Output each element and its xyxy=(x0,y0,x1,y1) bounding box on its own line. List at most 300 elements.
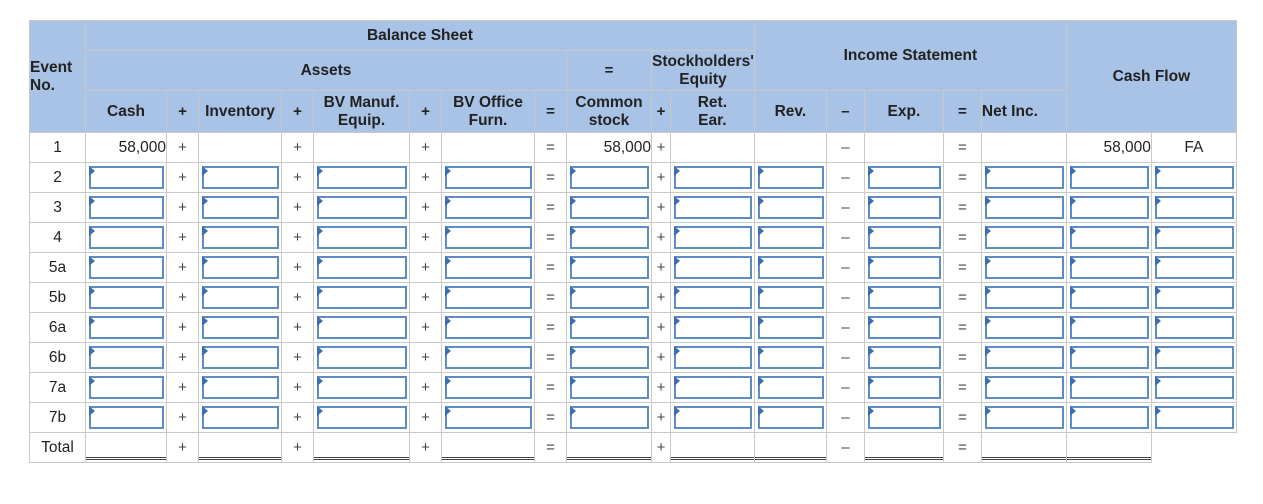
bv-manuf-cell xyxy=(314,403,410,433)
plus-operator: + xyxy=(652,163,671,193)
bv-office-cell xyxy=(442,163,535,193)
plus-operator: + xyxy=(282,433,314,463)
equals-operator: = xyxy=(943,313,981,343)
net-input[interactable] xyxy=(985,256,1064,279)
cf-type-input[interactable] xyxy=(1155,196,1234,219)
common-input[interactable] xyxy=(570,376,649,399)
plus-operator: + xyxy=(167,163,199,193)
common-input[interactable] xyxy=(570,256,649,279)
exp-cell xyxy=(864,163,943,193)
cf-type-input[interactable] xyxy=(1155,316,1234,339)
bv-office-input[interactable] xyxy=(445,406,532,429)
cash-cell xyxy=(86,253,167,283)
bv-office-input[interactable] xyxy=(445,316,532,339)
cf-amount-input[interactable] xyxy=(1070,166,1149,189)
bv-manuf-input[interactable] xyxy=(317,256,407,279)
net-input[interactable] xyxy=(985,406,1064,429)
exp-header: Exp. xyxy=(864,91,943,133)
plus-header: + xyxy=(652,91,671,133)
inventory-input[interactable] xyxy=(202,316,279,339)
common-total xyxy=(567,433,652,463)
plus-operator: + xyxy=(410,223,442,253)
table-row xyxy=(30,403,1237,433)
bv-manuf-input[interactable] xyxy=(317,226,407,249)
ret-total xyxy=(670,433,754,463)
minus-operator: – xyxy=(826,433,864,463)
bv-manuf-equip-header: BV Manuf. Equip. xyxy=(314,91,410,133)
plus-operator: + xyxy=(282,133,314,163)
net-cell xyxy=(981,223,1066,253)
net-cell xyxy=(981,193,1066,223)
rev-total xyxy=(754,433,826,463)
cf-type-cell xyxy=(1151,283,1236,313)
bv-office-value xyxy=(442,133,535,163)
double-underline xyxy=(567,457,651,460)
plus-header: + xyxy=(167,91,199,133)
exp-cell xyxy=(864,343,943,373)
equals-operator: = xyxy=(943,373,981,403)
cf-type-cell xyxy=(1151,343,1236,373)
cash-flow-header: Cash Flow xyxy=(1066,21,1236,133)
plus-operator: + xyxy=(410,433,442,463)
bv-manuf-input[interactable] xyxy=(317,376,407,399)
exp-input[interactable] xyxy=(868,346,941,369)
ret-cell xyxy=(670,253,754,283)
minus-operator: – xyxy=(826,223,864,253)
common-input[interactable] xyxy=(570,316,649,339)
bv-manuf-cell xyxy=(314,223,410,253)
common-cell xyxy=(567,373,652,403)
net-input[interactable] xyxy=(985,226,1064,249)
exp-cell xyxy=(864,223,943,253)
bv-office-input[interactable] xyxy=(445,196,532,219)
table-row xyxy=(30,223,1237,253)
net-cell xyxy=(981,403,1066,433)
inventory-input[interactable] xyxy=(202,226,279,249)
cash-input[interactable] xyxy=(89,256,164,279)
net-cell xyxy=(981,313,1066,343)
inventory-total xyxy=(199,433,282,463)
cf-total xyxy=(1066,433,1151,463)
double-underline xyxy=(755,457,826,460)
exp-input[interactable] xyxy=(868,256,941,279)
table-row xyxy=(30,133,1237,163)
exp-input[interactable] xyxy=(868,166,941,189)
ret-input[interactable] xyxy=(674,376,752,399)
bv-office-cell xyxy=(442,283,535,313)
common-input[interactable] xyxy=(570,286,649,309)
rev-input[interactable] xyxy=(758,196,824,219)
rev-value xyxy=(754,133,826,163)
bv-manuf-cell xyxy=(314,163,410,193)
ret-cell xyxy=(670,313,754,343)
plus-operator: + xyxy=(410,283,442,313)
net-input[interactable] xyxy=(985,316,1064,339)
rev-input[interactable] xyxy=(758,376,824,399)
common-input[interactable] xyxy=(570,226,649,249)
cash-value: 58,000 xyxy=(86,133,167,163)
rev-input[interactable] xyxy=(758,316,824,339)
exp-cell xyxy=(864,283,943,313)
cf-type-cell xyxy=(1151,403,1236,433)
cf-amount-cell xyxy=(1066,313,1151,343)
cf-type-cell xyxy=(1151,223,1236,253)
bv-manuf-cell xyxy=(314,373,410,403)
cf-amount-input[interactable] xyxy=(1070,286,1149,309)
plus-operator: + xyxy=(410,193,442,223)
equals-operator: = xyxy=(535,373,567,403)
plus-operator: + xyxy=(282,223,314,253)
cash-cell xyxy=(86,403,167,433)
bv-office-cell xyxy=(442,373,535,403)
rev-cell xyxy=(754,343,826,373)
plus-operator: + xyxy=(410,313,442,343)
worksheet-table xyxy=(29,20,1237,463)
minus-operator: – xyxy=(826,403,864,433)
double-underline xyxy=(982,457,1066,460)
net-input[interactable] xyxy=(985,346,1064,369)
cf-amount-cell xyxy=(1066,373,1151,403)
equals-operator: = xyxy=(535,313,567,343)
cf-type-input[interactable] xyxy=(1155,166,1234,189)
cf-amount-input[interactable] xyxy=(1070,226,1149,249)
common-cell xyxy=(567,253,652,283)
exp-cell xyxy=(864,253,943,283)
plus-operator: + xyxy=(410,253,442,283)
cash-cell xyxy=(86,343,167,373)
table-row xyxy=(30,193,1237,223)
minus-operator: – xyxy=(826,253,864,283)
inventory-input[interactable] xyxy=(202,196,279,219)
rev-input[interactable] xyxy=(758,346,824,369)
inventory-cell xyxy=(199,223,282,253)
event-number: 3 xyxy=(30,193,86,223)
event-number: 6a xyxy=(30,313,86,343)
inventory-cell xyxy=(199,313,282,343)
table-row xyxy=(30,163,1237,193)
bv-office-input[interactable] xyxy=(445,346,532,369)
plus-operator: + xyxy=(282,163,314,193)
exp-input[interactable] xyxy=(868,286,941,309)
cash-input[interactable] xyxy=(89,166,164,189)
exp-input[interactable] xyxy=(868,376,941,399)
exp-value xyxy=(864,133,943,163)
plus-operator: + xyxy=(410,133,442,163)
minus-operator: – xyxy=(826,133,864,163)
exp-input[interactable] xyxy=(868,406,941,429)
cf-type-input[interactable] xyxy=(1155,226,1234,249)
rev-cell xyxy=(754,403,826,433)
bv-office-cell xyxy=(442,253,535,283)
bv-office-cell xyxy=(442,193,535,223)
ret-input[interactable] xyxy=(674,256,752,279)
bv-manuf-input[interactable] xyxy=(317,346,407,369)
cash-input[interactable] xyxy=(89,286,164,309)
cf-amount-cell xyxy=(1066,283,1151,313)
equals-operator: = xyxy=(535,193,567,223)
plus-operator: + xyxy=(282,283,314,313)
equals-operator: = xyxy=(943,403,981,433)
event-number: 6b xyxy=(30,343,86,373)
bv-office-input[interactable] xyxy=(445,256,532,279)
ret-input[interactable] xyxy=(674,226,752,249)
cash-input[interactable] xyxy=(89,316,164,339)
ret-input[interactable] xyxy=(674,316,752,339)
cf-amount-cell xyxy=(1066,193,1151,223)
net-cell xyxy=(981,253,1066,283)
equals-operator: = xyxy=(943,283,981,313)
event-number: 5a xyxy=(30,253,86,283)
cf-type-input[interactable] xyxy=(1155,286,1234,309)
equals-operator: = xyxy=(535,163,567,193)
equals-operator: = xyxy=(535,253,567,283)
bv-office-input[interactable] xyxy=(445,286,532,309)
event-number: 2 xyxy=(30,163,86,193)
plus-operator: + xyxy=(282,193,314,223)
bv-manuf-input[interactable] xyxy=(317,286,407,309)
plus-header: + xyxy=(410,91,442,133)
equals-operator: = xyxy=(943,343,981,373)
plus-operator: + xyxy=(410,163,442,193)
event-no-header: Event No. xyxy=(30,21,86,133)
event-number: 7b xyxy=(30,403,86,433)
net-inc-header: Net Inc. xyxy=(981,91,1066,133)
plus-operator: + xyxy=(652,403,671,433)
plus-operator: + xyxy=(282,373,314,403)
inventory-cell xyxy=(199,253,282,283)
net-cell xyxy=(981,163,1066,193)
bv-manuf-input[interactable] xyxy=(317,166,407,189)
ret-input[interactable] xyxy=(674,346,752,369)
equals-operator: = xyxy=(943,133,981,163)
inventory-cell xyxy=(199,163,282,193)
inventory-input[interactable] xyxy=(202,286,279,309)
inventory-cell xyxy=(199,373,282,403)
double-underline xyxy=(671,457,754,460)
inventory-value xyxy=(199,133,282,163)
cf-amount-value: 58,000 xyxy=(1066,133,1151,163)
ret-input[interactable] xyxy=(674,286,752,309)
double-underline xyxy=(314,457,409,460)
table-row xyxy=(30,283,1237,313)
cf-amount-input[interactable] xyxy=(1070,196,1149,219)
common-input[interactable] xyxy=(570,166,649,189)
bv-office-furn-header: BV Office Furn. xyxy=(442,91,535,133)
exp-total xyxy=(864,433,943,463)
equals-operator: = xyxy=(943,163,981,193)
double-underline xyxy=(865,457,943,460)
cf-amount-input[interactable] xyxy=(1070,346,1149,369)
cf-type-input[interactable] xyxy=(1155,256,1234,279)
equals-operator: = xyxy=(535,223,567,253)
inventory-input[interactable] xyxy=(202,346,279,369)
net-cell xyxy=(981,373,1066,403)
bv-manuf-input[interactable] xyxy=(317,196,407,219)
cash-input[interactable] xyxy=(89,196,164,219)
minus-operator: – xyxy=(826,193,864,223)
equals-operator: = xyxy=(943,253,981,283)
inventory-cell xyxy=(199,283,282,313)
common-cell xyxy=(567,223,652,253)
cf-amount-cell xyxy=(1066,253,1151,283)
bv-office-total xyxy=(442,433,535,463)
total-label: Total xyxy=(30,433,86,463)
bv-manuf-total xyxy=(314,433,410,463)
rev-cell xyxy=(754,163,826,193)
cf-amount-input[interactable] xyxy=(1070,316,1149,339)
common-input[interactable] xyxy=(570,406,649,429)
plus-operator: + xyxy=(167,283,199,313)
inventory-cell xyxy=(199,343,282,373)
bv-office-input[interactable] xyxy=(445,226,532,249)
cash-cell xyxy=(86,193,167,223)
equals-operator: = xyxy=(943,223,981,253)
minus-operator: – xyxy=(826,343,864,373)
plus-operator: + xyxy=(652,133,671,163)
minus-operator: – xyxy=(826,283,864,313)
inventory-header: Inventory xyxy=(199,91,282,133)
bv-manuf-cell xyxy=(314,253,410,283)
rev-input[interactable] xyxy=(758,406,824,429)
net-input[interactable] xyxy=(985,376,1064,399)
common-cell xyxy=(567,283,652,313)
bv-manuf-cell xyxy=(314,193,410,223)
balance-sheet-header: Balance Sheet xyxy=(86,21,755,51)
rev-cell xyxy=(754,283,826,313)
bv-office-cell xyxy=(442,223,535,253)
total-row xyxy=(30,433,1237,463)
plus-operator: + xyxy=(410,343,442,373)
inventory-cell xyxy=(199,193,282,223)
cf-type-cell xyxy=(1151,253,1236,283)
cf-amount-input[interactable] xyxy=(1070,256,1149,279)
bv-manuf-cell xyxy=(314,313,410,343)
ret-input[interactable] xyxy=(674,196,752,219)
common-input[interactable] xyxy=(570,196,649,219)
equals-operator: = xyxy=(535,283,567,313)
common-cell xyxy=(567,343,652,373)
bv-office-cell xyxy=(442,343,535,373)
event-number: 1 xyxy=(30,133,86,163)
plus-operator: + xyxy=(167,313,199,343)
cf-type-cell xyxy=(1151,313,1236,343)
plus-operator: + xyxy=(652,433,671,463)
equals-operator: = xyxy=(535,343,567,373)
rev-input[interactable] xyxy=(758,166,824,189)
rev-cell xyxy=(754,193,826,223)
plus-operator: + xyxy=(652,313,671,343)
cf-type-cell xyxy=(1151,193,1236,223)
bv-office-input[interactable] xyxy=(445,166,532,189)
ret-cell xyxy=(670,283,754,313)
cf-amount-input[interactable] xyxy=(1070,406,1149,429)
bv-manuf-cell xyxy=(314,283,410,313)
exp-input[interactable] xyxy=(868,316,941,339)
ret-cell xyxy=(670,403,754,433)
inventory-input[interactable] xyxy=(202,376,279,399)
inventory-input[interactable] xyxy=(202,406,279,429)
plus-operator: + xyxy=(167,433,199,463)
plus-header: + xyxy=(282,91,314,133)
equals-operator: = xyxy=(535,403,567,433)
inventory-input[interactable] xyxy=(202,166,279,189)
cash-cell xyxy=(86,223,167,253)
equals-operator: = xyxy=(943,193,981,223)
net-value xyxy=(981,133,1066,163)
rev-input[interactable] xyxy=(758,226,824,249)
ret-input[interactable] xyxy=(674,406,752,429)
cash-input[interactable] xyxy=(89,226,164,249)
minus-operator: – xyxy=(826,313,864,343)
double-underline xyxy=(442,457,534,460)
rev-input[interactable] xyxy=(758,256,824,279)
plus-operator: + xyxy=(167,253,199,283)
rev-input[interactable] xyxy=(758,286,824,309)
plus-operator: + xyxy=(282,253,314,283)
table-row xyxy=(30,253,1237,283)
bv-office-cell xyxy=(442,403,535,433)
exp-input[interactable] xyxy=(868,226,941,249)
event-number: 5b xyxy=(30,283,86,313)
cf-amount-input[interactable] xyxy=(1070,376,1149,399)
ret-input[interactable] xyxy=(674,166,752,189)
bv-manuf-input[interactable] xyxy=(317,316,407,339)
inventory-input[interactable] xyxy=(202,256,279,279)
net-input[interactable] xyxy=(985,286,1064,309)
ret-cell xyxy=(670,343,754,373)
common-cell xyxy=(567,163,652,193)
exp-cell xyxy=(864,373,943,403)
cash-input[interactable] xyxy=(89,346,164,369)
cash-input[interactable] xyxy=(89,376,164,399)
rev-cell xyxy=(754,373,826,403)
minus-header: – xyxy=(826,91,864,133)
event-number: 4 xyxy=(30,223,86,253)
common-cell xyxy=(567,193,652,223)
plus-operator: + xyxy=(282,343,314,373)
plus-operator: + xyxy=(167,373,199,403)
cash-input[interactable] xyxy=(89,406,164,429)
cf-type-cell xyxy=(1151,373,1236,403)
bv-office-cell xyxy=(442,313,535,343)
cash-cell xyxy=(86,313,167,343)
net-input[interactable] xyxy=(985,196,1064,219)
bv-office-input[interactable] xyxy=(445,376,532,399)
exp-cell xyxy=(864,403,943,433)
inventory-cell xyxy=(199,403,282,433)
plus-operator: + xyxy=(652,373,671,403)
table-row xyxy=(30,343,1237,373)
cash-header: Cash xyxy=(86,91,167,133)
common-input[interactable] xyxy=(570,346,649,369)
cash-total xyxy=(86,433,167,463)
net-input[interactable] xyxy=(985,166,1064,189)
bv-manuf-input[interactable] xyxy=(317,406,407,429)
cf-type-value: FA xyxy=(1151,133,1236,163)
exp-input[interactable] xyxy=(868,196,941,219)
double-underline xyxy=(1067,457,1151,460)
plus-operator: + xyxy=(652,223,671,253)
table-row xyxy=(30,313,1237,343)
rev-cell xyxy=(754,223,826,253)
cf-type-input[interactable] xyxy=(1155,376,1234,399)
cf-type-cell xyxy=(1151,163,1236,193)
cf-type-input[interactable] xyxy=(1155,346,1234,369)
plus-operator: + xyxy=(282,313,314,343)
plus-operator: + xyxy=(167,223,199,253)
ret-ear-header: Ret. Ear. xyxy=(670,91,754,133)
cf-type-input[interactable] xyxy=(1155,406,1234,429)
